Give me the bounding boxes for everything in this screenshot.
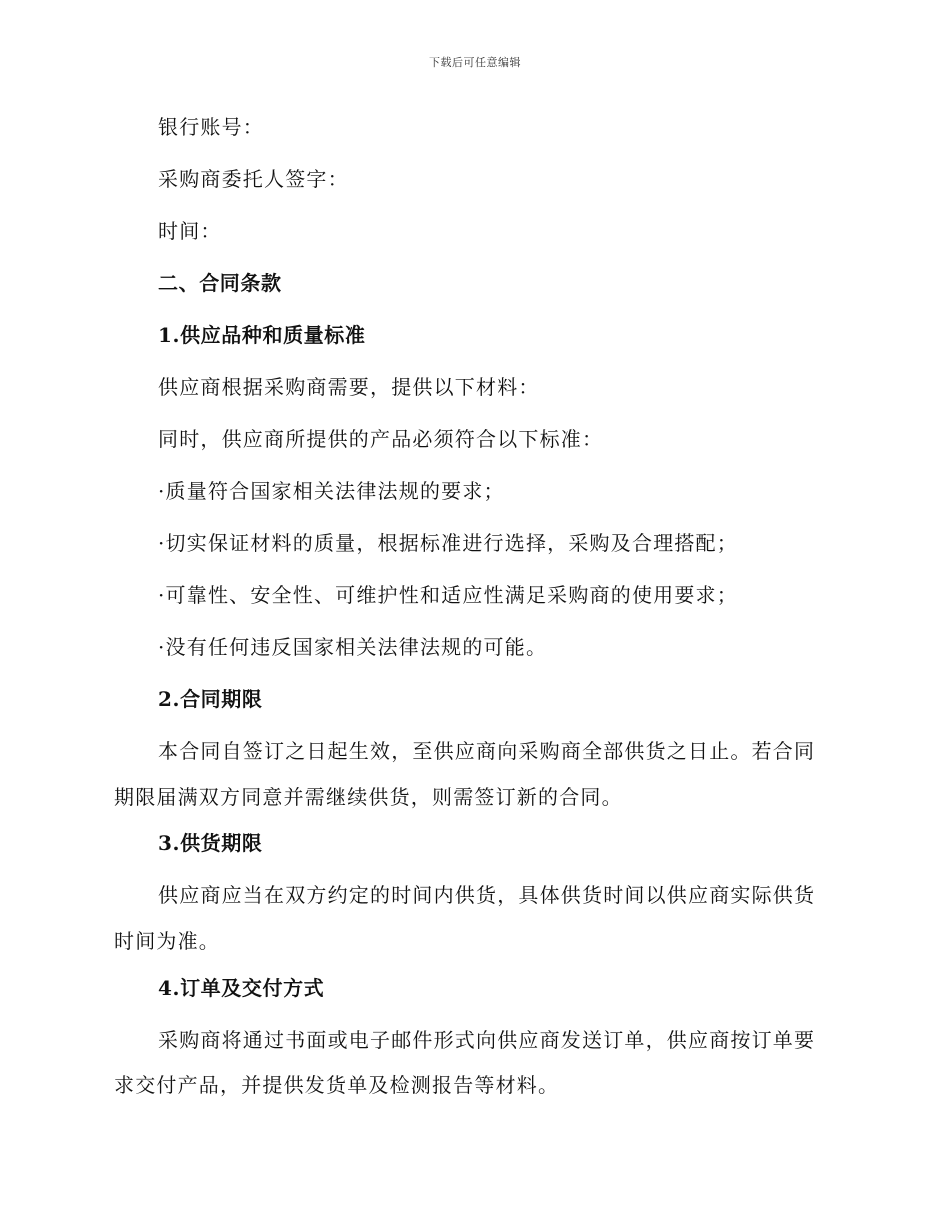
bullet-item: ·切实保证材料的质量，根据标准进行选择，采购及合理搭配；: [158, 531, 738, 555]
clause-4-heading: 4.订单及交付方式: [158, 976, 325, 1000]
bullet-item: ·没有任何违反国家相关法律法规的可能。: [158, 635, 548, 659]
clause-4-paragraph-line: 求交付产品，并提供发货单及检测报告等材料。: [114, 1073, 560, 1097]
clause-3-paragraph-line: 供应商应当在双方约定的时间内供货，具体供货时间以供应商实际供货: [158, 883, 816, 907]
clause-2-paragraph-line: 期限届满双方同意并需继续供货，则需签订新的合同。: [114, 785, 623, 809]
section-heading: 二、合同条款: [158, 271, 282, 295]
time-label: 时间：: [158, 219, 222, 243]
clause-1-heading: 1.供应品种和质量标准: [158, 323, 366, 347]
clause-1-standard: 同时，供应商所提供的产品必须符合以下标准：: [158, 427, 604, 451]
bullet-item: ·可靠性、安全性、可维护性和适应性满足采购商的使用要求；: [158, 583, 738, 607]
bank-account-label: 银行账号：: [158, 115, 264, 139]
clause-1-intro: 供应商根据采购商需要，提供以下材料：: [158, 375, 540, 399]
clause-2-paragraph-line: 本合同自签订之日起生效，至供应商向采购商全部供货之日止。若合同: [158, 739, 816, 763]
buyer-signature-label: 采购商委托人签字：: [158, 167, 349, 191]
clause-3-heading: 3.供货期限: [158, 831, 263, 855]
clause-2-heading: 2.合同期限: [158, 687, 263, 711]
clause-4-paragraph-line: 采购商将通过书面或电子邮件形式向供应商发送订单，供应商按订单要: [158, 1028, 816, 1052]
page-header: 下载后可任意编辑: [429, 56, 521, 69]
clause-3-paragraph-line: 时间为准。: [114, 929, 220, 953]
bullet-item: ·质量符合国家相关法律法规的要求；: [158, 479, 505, 503]
